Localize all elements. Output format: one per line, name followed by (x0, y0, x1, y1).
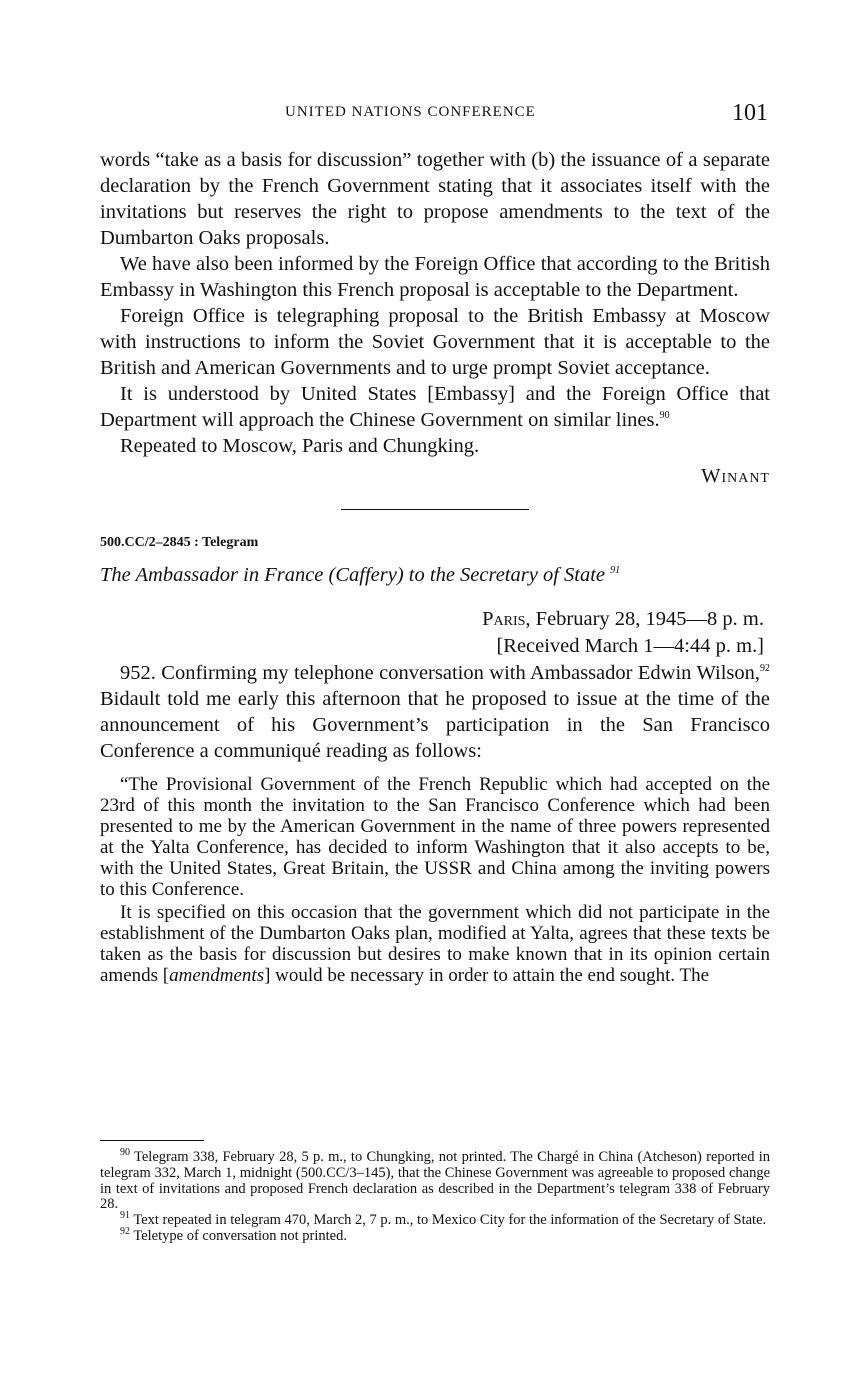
paragraph: We have also been informed by the Foreign Office that according to the British Embassy in Washington this French proposal is acceptable to the Department. (100, 253, 770, 301)
quoted-communique (100, 774, 770, 986)
sent-line (100, 606, 764, 633)
paragraph-text: 952. Confirming my telephone conversation with Ambassador Edwin Wilson, (120, 662, 760, 684)
document-title-text: The Ambassador in France (Caffery) to the Secretary of State (100, 564, 606, 586)
footnote (100, 1210, 770, 1229)
footnote-text: Text repeated in telegram 470, March 2, 7 p. m., to Mexico City for the information of the Secretary of State. (133, 1212, 767, 1229)
paragraph-text: It is understood by United States [Embassy] and the Foreign Office that Department will approach the Chinese Government on similar lines. (100, 383, 770, 431)
dateline-date: February 28, 1945—8 p. m. (530, 608, 764, 630)
footnote-text: Telegram 338, February 28, 5 p. m., to Chungking, not printed. The Chargé in China (Atcheson) reported in telegram 332, March 1, midnight (500.CC/3–145), that the Chinese Government was agreeable to proposed change in text of invitations and proposed French declaration as described in the Department’s telegram 338 of February 28. (100, 1149, 770, 1213)
dateline-place: Paris, (482, 608, 531, 630)
paragraph-continuation: words “take as a basis for discussion” together with (b) the issuance of a separate declaration by the French Government stating that it associates itself with the invitations but reserves the right to propose amendments to the text of the Dumbarton Oaks proposals. (100, 149, 770, 249)
body-text (100, 147, 770, 986)
footnote-text: Teletype of conversation not printed. (133, 1227, 347, 1244)
footnote-rule (100, 1140, 204, 1141)
quote-text: It is specified on this occasion that the government which did not participate in the establishment of the Dumbarton Oaks plan, modified at Yalta, agrees that these texts be taken as the basis for discussion but desires to make known that in its opinion certain amends [ (100, 902, 770, 986)
paragraph: Foreign Office is telegraphing proposal to the British Embassy at Moscow with instructions to inform the Soviet Government that it is acceptable to the British and American Governments and to urge prompt Soviet acceptance. (100, 305, 770, 379)
footnotes (100, 1147, 770, 1245)
quote-paragraph (100, 902, 770, 986)
quote-paragraph: “The Provisional Government of the French Republic which had accepted on the 23rd of this month the invitation to the San Francisco Conference which had been presented to me by the American Government in the name of three powers represented at the Yalta Conference, has decided to inform Washington that it also accepts to be, with the United States, Great Britain, the USSR and China among the inviting powers to this Conference. (100, 774, 770, 900)
footnote (100, 1226, 770, 1245)
section-separator (341, 509, 529, 510)
document-title (100, 562, 770, 588)
file-reference: 500.CC/2–2845 : Telegram (100, 535, 259, 550)
paragraph: Repeated to Moscow, Paris and Chungking. (120, 435, 480, 457)
footnote-number: 92 (120, 1226, 130, 1238)
page-number: 101 (732, 100, 768, 126)
paragraph (100, 660, 770, 764)
dateline (100, 606, 770, 660)
paragraph (100, 381, 770, 433)
quote-text: ] would be necessary in order to attain the end sought. The (264, 965, 710, 986)
footnote-marker: 90 (659, 410, 670, 422)
paragraph-text: Bidault told me early this afternoon that he proposed to issue at the time of the announcement of his Government’s participation in the San Francisco Conference a communiqué reading as follows: (100, 688, 770, 762)
footnote-number: 90 (120, 1147, 130, 1159)
received-line: [Received March 1—4:44 p. m.] (496, 635, 764, 657)
quote-emphasis: amendments (169, 965, 265, 986)
footnote-marker: 92 (760, 663, 770, 675)
footnote-number: 91 (120, 1210, 130, 1222)
signature: Winant (701, 465, 770, 487)
footnote (100, 1147, 770, 1213)
running-head: UNITED NATIONS CONFERENCE (285, 104, 536, 120)
footnote-marker: 91 (610, 565, 621, 577)
